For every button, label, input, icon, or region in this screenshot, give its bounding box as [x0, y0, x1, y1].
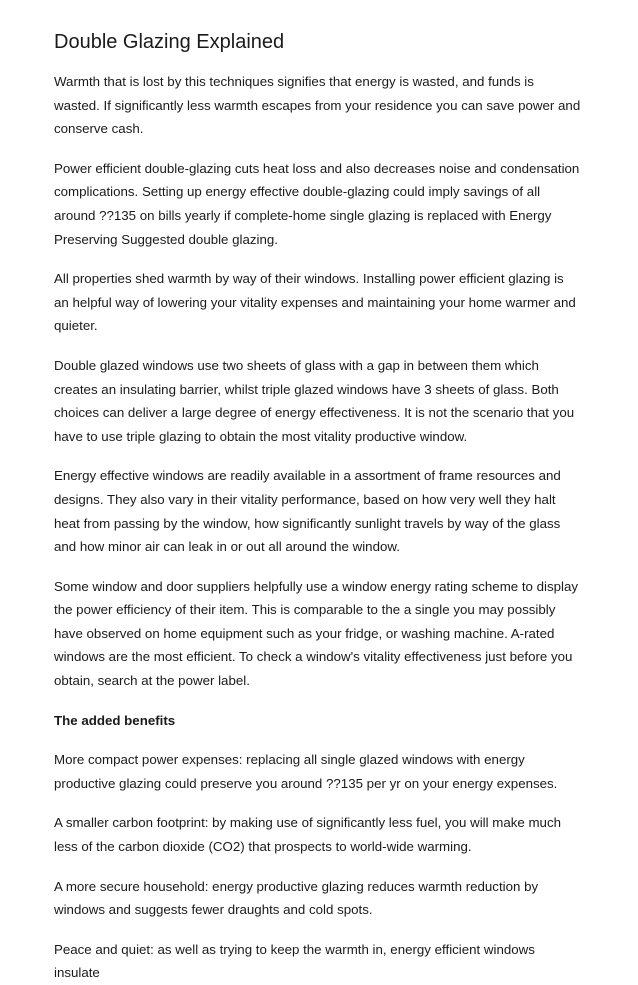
paragraph: Power efficient double-glazing cuts heat loss and also decreases noise and condensation complications. Setting up energy effective double-glazing could imply savings of all around ??135 on bills yearly if complete-home single glazing is replaced with Energy Preserving Suggested double glazing. [54, 160, 580, 247]
paragraph: Warmth that is lost by this techniques signifies that energy is wasted, and funds is wasted. If significantly less warmth escapes from your residence you can save power and conserve cash. [54, 74, 581, 137]
benefit-paragraph: A smaller carbon footprint: by making use of significantly less fuel, you will make much less of the carbon dioxide (CO2) that prospects to world-wide warming. [54, 815, 561, 855]
section-heading: The added benefits [54, 712, 176, 728]
paragraph: Double glazed windows use two sheets of glass with a gap in between them which creates an insulating barrier, whilst triple glazed windows have 3 sheets of glass. Both choices can deliver a large degree of energy effectiveness. It is not the scenario that you have to use triple glazing to obtain the most vitality productive window. [54, 357, 575, 444]
benefit-paragraph: Peace and quiet: as well as trying to keep the warmth in, energy efficient windows insulate [54, 941, 535, 981]
paragraph: Some window and door suppliers helpfully use a window energy rating scheme to display the power efficiency of their item. This is comparable to the a single you may possibly have observed on home equipment such as your fridge, or washing machine. A-rated windows are the most efficient. To check a window's vitality effectiveness just before you obtain, search at the power label. [54, 578, 579, 689]
benefit-paragraph: A more secure household: energy productive glazing reduces warmth reduction by windows and suggests fewer draughts and cold spots. [54, 878, 539, 918]
document-title: Double Glazing Explained [54, 31, 285, 53]
paragraph: All properties shed warmth by way of their windows. Installing power efficient glazing is an helpful way of lowering your vitality expenses and maintaining your home warmer and quieter. [54, 271, 576, 334]
paragraph: Energy effective windows are readily available in a assortment of frame resources and designs. They also vary in their vitality performance, based on how very well they halt heat from passing by the window, how significantly sunlight travels by way of the glass and how minor air can leak in or out all around the window. [54, 468, 561, 555]
benefit-paragraph: More compact power expenses: replacing all single glazed windows with energy productive glazing could preserve you around ??135 per yr on your energy expenses. [54, 752, 558, 791]
